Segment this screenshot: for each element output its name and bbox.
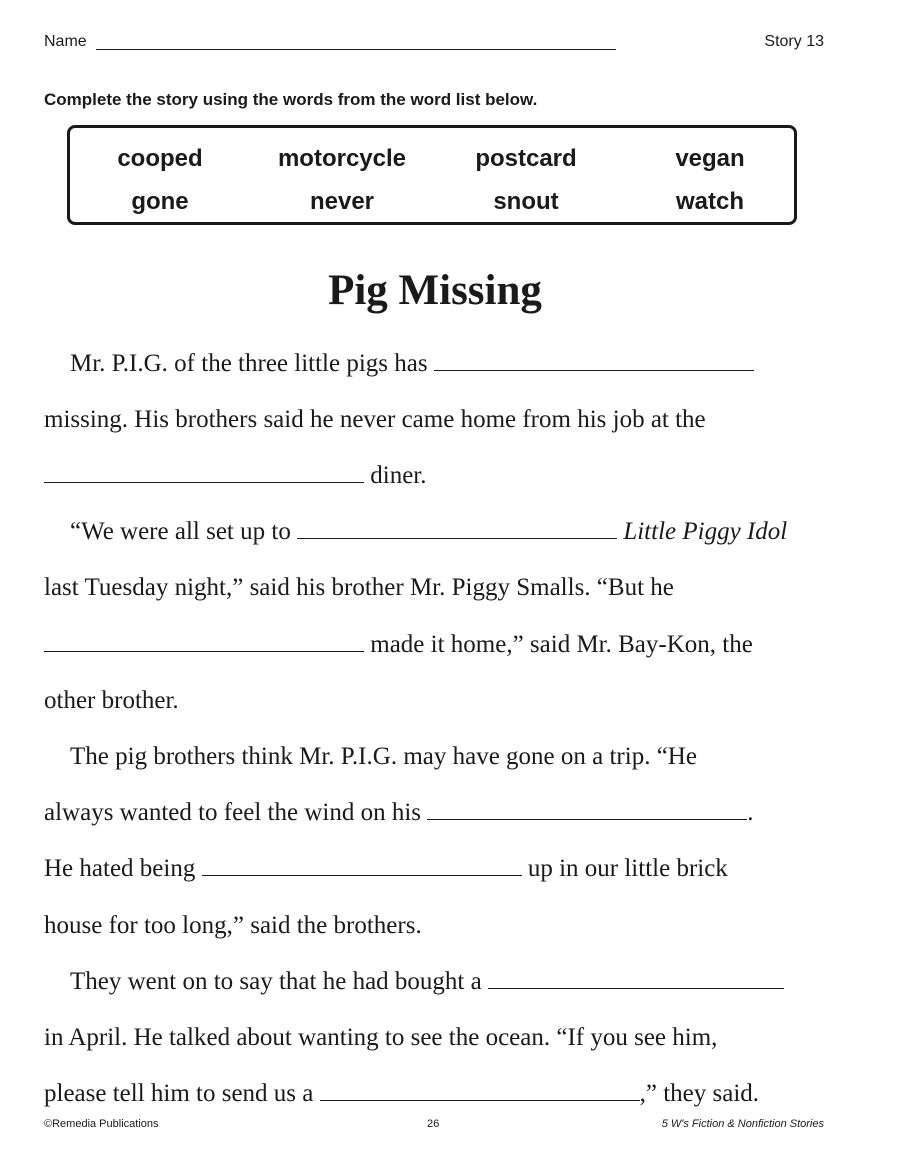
page-footer — [44, 1118, 824, 1132]
story-text-segment: up in our little brick — [527, 855, 728, 882]
blank-2[interactable] — [44, 460, 364, 483]
name-field-line[interactable] — [96, 49, 616, 50]
story-line — [44, 629, 753, 661]
publisher-credit: ©Remedia Publications — [44, 1118, 159, 1130]
word-motorcycle: motorcycle — [277, 145, 407, 172]
show-title: Little Piggy Idol — [623, 518, 788, 545]
story-line — [44, 853, 728, 885]
story-text-segment: diner. — [370, 462, 427, 489]
story-text-segment: He hated being — [44, 855, 196, 882]
story-text-segment: Mr. P.I.G. of the three little pigs has — [70, 350, 428, 377]
story-line — [70, 516, 787, 548]
word-snout: snout — [493, 188, 559, 215]
word-vegan: vegan — [675, 145, 745, 172]
blank-6[interactable] — [202, 853, 522, 876]
story-line — [44, 1078, 759, 1110]
blank-4[interactable] — [44, 629, 364, 652]
word-watch: watch — [675, 188, 744, 215]
blank-5[interactable] — [427, 797, 747, 820]
story-line: last Tuesday night,” said his brother Mr. Piggy Smalls. “But he — [44, 574, 674, 601]
story-line — [44, 797, 754, 829]
instructions: Complete the story using the words from the word list below. — [44, 90, 538, 109]
story-line: missing. His brothers said he never came home from his job at the — [44, 406, 706, 433]
story-text-segment: please tell him to send us a — [44, 1080, 314, 1107]
blank-3[interactable] — [297, 516, 617, 539]
story-text-segment: . — [747, 799, 754, 826]
page-header — [44, 33, 824, 55]
page-number: 26 — [427, 1118, 440, 1130]
story-text-segment: made it home,” said Mr. Bay-Kon, the — [370, 631, 753, 658]
blank-1[interactable] — [434, 348, 754, 371]
blank-7[interactable] — [488, 966, 784, 989]
word-postcard: postcard — [475, 145, 577, 172]
story-line: other brother. — [44, 687, 179, 714]
story-number: Story 13 — [764, 33, 824, 50]
story-title: Pig Missing — [328, 267, 542, 314]
story-line: in April. He talked about wanting to see the ocean. “If you see him, — [44, 1024, 718, 1051]
story-line: house for too long,” said the brothers. — [44, 912, 422, 939]
word-never: never — [309, 188, 375, 215]
story-line — [70, 966, 784, 998]
story-line — [70, 348, 754, 380]
story-line: The pig brothers think Mr. P.I.G. may have gone on a trip. “He — [70, 743, 697, 770]
word-cooped: cooped — [117, 145, 203, 172]
story-text-segment: always wanted to feel the wind on his — [44, 799, 421, 826]
story-text-segment: ,” they said. — [639, 1080, 760, 1107]
story-line — [44, 460, 427, 492]
story-text-segment: They went on to say that he had bought a — [70, 968, 482, 995]
book-title: 5 W's Fiction & Nonfiction Stories — [661, 1118, 824, 1130]
story-text-segment: “We were all set up to — [70, 518, 291, 545]
word-gone: gone — [131, 188, 189, 215]
word-list-box — [67, 125, 797, 225]
name-label: Name — [44, 33, 87, 50]
blank-8[interactable] — [320, 1078, 640, 1101]
